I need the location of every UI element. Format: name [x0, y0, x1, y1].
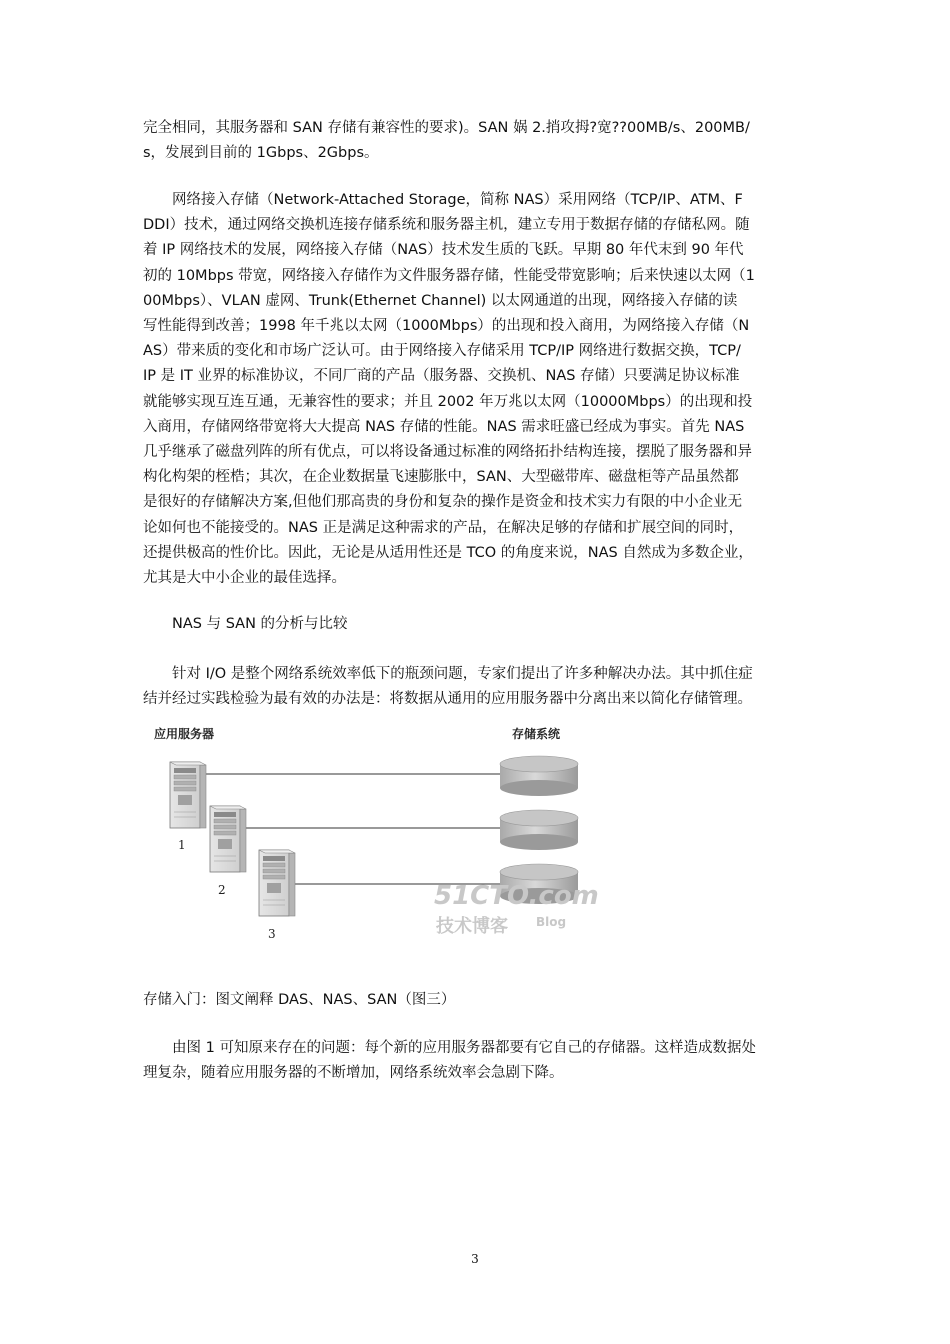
paragraph-io-bottleneck	[143, 662, 808, 712]
text-line: 完全相同，其服务器和 SAN 存储有兼容性的要求)。SAN 娲 2.捎攻拇?宽??00MB/s、200MB/	[143, 120, 750, 136]
text-line: 00Mbps）、VLAN 虚网、Trunk(Ethernet Channel) 以太网通道的出现，网络接入存储的读	[143, 292, 738, 309]
server-icon	[259, 850, 295, 916]
server-icon	[210, 806, 246, 872]
text-line: 着 IP 网络技术的发展，网络接入存储（NAS）技术发生质的飞跃。早期 80 年代末到 90 年代	[143, 242, 744, 259]
text-line: 初的 10Mbps 带宽，网络接入存储作为文件服务器存储，性能受带宽影响；后来快速以太网（1	[143, 267, 755, 284]
text-line: DDI）技术，通过网络交换机连接存储系统和服务器主机，建立专用于数据存储的存储私网。随	[143, 217, 750, 234]
text-line: 几乎继承了磁盘列阵的所有优点，可以将设备通过标准的网络拓扑结构连接，摆脱了服务器和异	[143, 444, 752, 461]
das-diagram	[150, 722, 610, 952]
figure-caption	[143, 988, 808, 1013]
server-number: 1	[178, 838, 186, 852]
server-icon	[170, 762, 206, 828]
text-line: 尤其是大中小企业的最佳选择。	[143, 570, 346, 587]
text-line: 写性能得到改善；1998 年千兆以太网（1000Mbps）的出现和投入商用，为网络接入存储（N	[143, 318, 750, 335]
watermark-blog: Blog	[536, 915, 567, 929]
text-line: 理复杂，随着应用服务器的不断增加，网络系统效率会急剧下降。	[143, 1065, 564, 1082]
text-line: 由图 1 可知原来存在的问题：每个新的应用服务器都要有它自己的存储器。这样造成数据处	[143, 1040, 756, 1056]
text-line: 构化构架的桎梏；其次，在企业数据量飞速膨胀中，SAN、大型磁带库、磁盘柜等产品虽然都	[143, 469, 739, 486]
text-line: 结并经过实践检验为最有效的办法是：将数据从通用的应用服务器中分离出来以简化存储管理。	[143, 691, 752, 708]
page-number: 3	[471, 1252, 479, 1266]
paragraph-nas-intro	[143, 188, 808, 591]
text-line: NAS 与 SAN 的分析与比较	[143, 616, 348, 632]
app-servers-label: 应用服务器	[154, 727, 215, 741]
text-line: 就能够实现互连互通，无兼容性的要求；并且 2002 年万兆以太网（10000Mbps）的出现和投	[143, 393, 753, 410]
section-heading	[143, 612, 808, 637]
text-line: 入商用，存储网络带宽将大大提高 NAS 存储的性能。NAS 需求旺盛已经成为事实。首先 NAS	[143, 418, 745, 435]
text-line: 是很好的存储解决方案,但他们那高贵的身份和复杂的操作是资金和技术实力有限的中小企业无	[143, 494, 743, 511]
paragraph-san-speed	[143, 116, 808, 166]
text-line: 存储入门：图文阐释 DAS、NAS、SAN（图三）	[143, 992, 456, 1008]
watermark-logo: 51CTO.com	[434, 881, 599, 911]
storage-disk-icon	[500, 810, 578, 850]
text-line: IP 是 IT 业界的标准协议，不同厂商的产品（服务器、交换机、NAS 存储）只要满足协议标准	[143, 368, 740, 385]
text-line: 针对 I/O 是整个网络系统效率低下的瓶颈问题，专家们提出了许多种解决办法。其中抓住症	[143, 666, 753, 682]
watermark-subtitle: 技术博客	[436, 916, 508, 937]
text-line: s，发展到目前的 1Gbps、2Gbps。	[143, 145, 379, 162]
server-number: 3	[268, 927, 276, 941]
text-line: 网络接入存储（Network-Attached Storage，简称 NAS）采用网络（TCP/IP、ATM、F	[143, 192, 743, 208]
storage-system-label: 存储系统	[512, 727, 561, 741]
storage-disk-icon	[500, 756, 578, 796]
paragraph-figure-explanation	[143, 1036, 808, 1086]
text-line: 论如何也不能接受的。NAS 正是满足这种需求的产品，在解决足够的存储和扩展空间的同时，	[143, 519, 744, 536]
server-number: 2	[218, 883, 226, 897]
text-line: 还提供极高的性价比。因此，无论是从适用性还是 TCO 的角度来说，NAS 自然成为多数企业，	[143, 544, 753, 561]
text-line: AS）带来质的变化和市场广泛认可。由于网络接入存储采用 TCP/IP 网络进行数据交换，TCP/	[143, 343, 741, 360]
